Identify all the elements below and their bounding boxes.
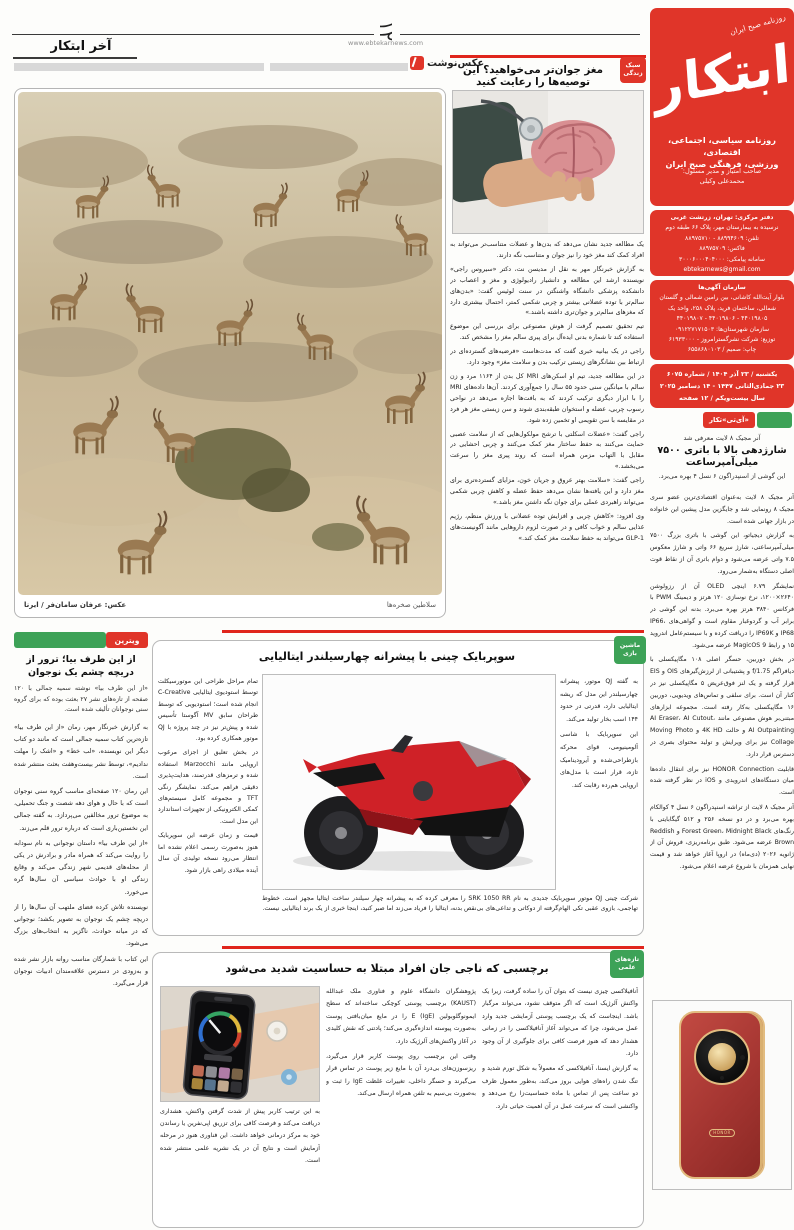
bike-paragraph: در بخش تعلیق از اجزای مرغوب اروپایی مانند Marzocchi استفاده شده و ترمزهای قدرتمند، هدایت‌پذیری دقیقی فراهم می‌کند. نمایشگر رنگی TFT و مجموعه کامل سیستم‌های کمکی الکترونیکی از تجهیزات استاندارد این مدل است.	[158, 749, 258, 825]
vitrine-lead: «از این طرف بیا» نوشته سمیه جمالی با ۱۲۰ صفحه از تازه‌های نشر ۲۷ بعثت بوده که برای گروه سنی نوجوانان تألیف شده است.	[14, 685, 148, 713]
photo-title: سلاطین صخره‌ها	[386, 601, 436, 609]
masthead-tagline-2: ورزشی، فرهنگی صبح ایران	[665, 159, 779, 169]
bike-topline	[222, 630, 644, 633]
vitrine-paragraph: «از این طرف بیا» داستان نوجوانی به نام سودابه را روایت می‌کند که همراه مادر و برادرش در یکی از محله‌های قدیمی شهر زندگی می‌کند و وقایع زندگی او با حوادث سیاسی آن سال‌ها گره می‌خورد.	[14, 839, 148, 896]
sticker-paragraph: به گزارش ایسنا، آنافیلاکسی که معمولاً به شکل تورم شدید و تنگ شدن راه‌های هوایی بروز می‌کند، به‌طور معمول ظرف دو ساعت پس از تماس با ماده حساسیت‌زا رخ می‌دهد و واکنشی است که سرعت عمل در آن اهمیت حیاتی دارد.	[482, 1065, 638, 1110]
it-paragraph: آنر مجیک ۸ لایت از تراشه اسنپدراگون ۶ نسل ۴ کوالکام بهره می‌برد و در دو نسخه ۲۵۶ و ۵۱۲ گیگابایتی با رنگ‌های Forest Green، Midnight Black و Reddish Brown عرضه می‌شود. طبق برنامه‌ریزی، فروش آن از ژانویه ۲۰۲۶ (دی‌ماه) در اروپا آغاز خواهد شد و قیمت نهایی همزمان با شروع عرضه اعلام می‌شود.	[650, 803, 794, 870]
vitrine-headline: از این طرف بیا؛ ترور از دریچه چشم یک نوجوان	[26, 654, 136, 678]
masthead-tagline-1: روزنامه سیاسی، اجتماعی، اقتصادی،	[668, 135, 776, 157]
brain-topline	[450, 55, 646, 58]
issue-line: ۲۳ جمادی‌الثانی ۱۴۴۷ - ۱۴ دسامبر ۲۰۲۵	[659, 382, 785, 390]
sticker-paragraph: آنافیلاکسی چیزی نیست که بتوان آن را ساده گرفت، زیرا یک واکنش آلرژیک است که اگر متوقف نشود، می‌تواند مرگبار باشد. اینجاست که یک برچسب پوستی آزمایشی جدید وارد عمل می‌شود، چرا که می‌تواند آغاز آنافیلاکسی را در زمانی هشدار دهد که هنوز فرصت کافی برای جلوگیری از آن وجود دارد.	[482, 988, 638, 1058]
sticker-paragraph: به این ترتیب کاربر پیش از شدت گرفتن واکنش، هشداری دریافت می‌کند و فرصت کافی برای تزریق اپی‌نفرین یا رساندن خود به مرکز درمانی خواهد داشت. این فناوری هنوز در مرحله آزمایش است و نتایج آن در یک نشریه علمی منتشر شده است.	[160, 1108, 320, 1164]
bike-lead-below-photo	[262, 894, 638, 932]
photo-note-bar-1	[14, 63, 264, 71]
it-paragraph: نمایشگر ۶.۷۹ اینچی OLED آن از رزولوشن ۲۶۴۰×۱۲۰۰، نرخ نوسازی ۱۲۰ هرتز و دیمینگ PWM با فرکانس ۳۸۴۰ هرتز بهره می‌برد. بدنه این گوشی در برابر آب و گردوغبار مقاوم است و گواهی‌های IP66، IP68 و IP69K را دریافت کرده و با سیستم‌عامل اندروید ۱۵ و رابط MagicOS 9 عرضه می‌شود.	[650, 582, 794, 649]
corner-section-title: آخر ابتکار	[50, 39, 112, 54]
ebtekar-logo: ابتکار	[651, 33, 793, 119]
office-line: تلفن: ۸۸۹۹۴۶۰۹ - ۸۸۹۷۵۷۱۰	[685, 234, 759, 242]
bike-photo	[262, 674, 556, 890]
brain-tag: سبک زندگی	[620, 57, 646, 83]
ads-line: چاپ: صمیم / ۶۵۵۸۶۸۰۱۰۳	[687, 346, 757, 354]
wild-sheep-photo	[18, 92, 442, 595]
issue-line: سال بیست‌ویکم / ۱۲ صفحه	[679, 394, 765, 402]
honor-logo: HONOR	[709, 1129, 735, 1137]
sticker-paragraph: وقتی این برچسب روی پوست کاربر قرار می‌گیرد، ریزسوزن‌های بی‌درد آن با مایع زیر پوست در تماس قرار می‌گیرند و حسگر داخلی، تغییرات غلظت IgE را ثبت و به‌صورت بی‌سیم به تلفن همراه ارسال می‌کند.	[326, 1053, 476, 1098]
sticker-topline	[222, 946, 644, 949]
brain-paragraph: در این مطالعه جدید، تیم او اسکن‌های MRI کل بدن از ۱۱۶۴ مرد و زن سالم با میانگین سنی حدود ۵۵ سال را جمع‌آوری کردند. آن‌ها داده‌های MRI را با ابزار دیگری ترکیب کردند که به بافت‌ها اجازه می‌دهد در نواحی رسوب چربی، عضله و استخوان طبقه‌بندی شوند و سن زیستی مغز هر فرد در مقایسه با سن تقویمی او تخمین زده شود.	[450, 372, 644, 424]
office-line: نرسیده به بیمارستان مهر، پلاک ۶۶ طبقه دوم	[665, 224, 779, 232]
masthead-owner-label: صاحب امتیاز و مدیر مسئول:	[682, 167, 762, 175]
brain-paragraph: به گزارش خبرنگار مهر به نقل از مدیسن نت، دکتر «سیروس راجی» نویسنده ارشد این مطالعه و دانشیار رادیولوژی و مغز و اعصاب در دانشکده پزشکی دانشگاه واشنگتن در سنت لوئیس گفت: «بدن‌های سالم‌تر با توده عضلانی بیشتر و چربی شکمی کمتر، احتمال بیشتری دارد که مغزهای سالم‌تر و جوان‌تری داشته باشند.»	[450, 265, 644, 317]
brain-paragraph: تیم تحقیق تصمیم گرفت از هوش مصنوعی برای بررسی این موضوع استفاده کند تا شماره بدنی ایده‌آل برای پیری سالم مغز را مشخص کند.	[450, 323, 644, 342]
corner-underline	[13, 57, 137, 59]
phone-render	[679, 1011, 765, 1179]
vitrine-paragraph: به گزارش خبرنگار مهر، رمان «از این طرف بیا» تازه‌ترین کتاب سمیه جمالی است که مانند دو کتاب دیگر این نویسنده، «لب خط» و «اشک را مهلت ندادیم»، توسط نشر بیست‌وهفت بعثت منتشر شده است.	[14, 724, 148, 780]
it-section-green-bar	[757, 412, 792, 428]
brain-paragraph: راجی گفت: «سلامت بهتر عروق و جریان خون، مزایای گسترده‌تری برای مغز دارد و این یافته‌ها نشان می‌دهد حفظ عضله و کاهش چربی شکمی می‌تواند راهبردی عملی برای جوان نگه داشتن مغز باشد.»	[450, 477, 644, 506]
vitrine-green-bar	[14, 632, 106, 648]
issue-date-block	[650, 364, 794, 408]
masthead-owner-name: محمدعلی وکیلی	[699, 177, 745, 185]
bike-headline: سوپربایک چینی با پیشرانه چهارسیلندر ایتالیایی	[258, 650, 516, 663]
it-paragraph: در بخش دوربین، حسگر اصلی ۱۰۸ مگاپیکسلی با دیافراگم f/1.75 و پشتیبانی از لرزش‌گیرهای OIS و EIS قرار گرفته و یک لنز فوق‌عریض ۵ مگاپیکسلی نیز در کنار آن است. برای سلفی و تماس‌های ویدیویی، دوربین ۱۶ مگاپیکسلی به‌کار رفته است. مجموعه ابزارهای مبتنی‌بر هوش مصنوعی مانند AI Eraser، AI Cutout، AI Outpainting و حالت 4K HD و Moving Photo Collage نیز برای ویرایش و تولید محتوای بصری در دسترس قرار دارد.	[650, 656, 794, 758]
vitrine-paragraph: این کتاب با شمارگان مناسب روانه بازار نشر شده و به‌زودی در دسترس علاقه‌مندان ادبیات نوجوان قرار می‌گیرد.	[14, 955, 148, 988]
honor-phone-photo	[652, 1000, 792, 1190]
ads-line: شمالی، ساختمان فرید، پلاک ۲۵۸، واحد یک	[668, 304, 776, 312]
ads-line: سازمان شهرستان‌ها: ۰۹۱۲۲۷۱۷۱۵۰۳	[674, 325, 770, 333]
vitrine-body	[14, 722, 148, 1228]
bike-left-column	[158, 676, 258, 930]
photo-note-label: عکس‌نوشت	[427, 57, 485, 69]
bike-paragraph: قیمت و زمان عرضه این سوپربایک هنوز به‌صورت رسمی اعلام نشده اما انتظار می‌رود نسخه تولیدی آن سال آینده میلادی راهی بازار شود.	[158, 832, 258, 874]
sticker-headline: برچسبی که ناجی جان افراد مبتلا به حساسیت شدید می‌شود	[225, 962, 549, 975]
it-body	[650, 492, 794, 996]
vitrine-paragraph: نویسنده تلاش کرده فضای ملتهب آن سال‌ها را از دریچه چشم یک نوجوان به تصویر بکشد؛ نوجوانی که در میانه حوادث، ناگزیر به انتخاب‌های بزرگ می‌شود.	[14, 903, 148, 948]
brain-headline: مغز جوان‌تر می‌خواهید؟ این توصیه‌ها را رعایت کنید	[463, 64, 603, 88]
sticker-tag: تازه‌های علمی	[610, 950, 644, 978]
it-paragraph: قابلیت HONOR Connection نیز برای انتقال داده‌ها میان دستگاه‌های اندرویدی و iOS در نظر گرفته شده است.	[650, 765, 794, 797]
it-paragraph: آنر مجیک ۸ لایت به‌عنوان اقتصادی‌ترین عضو سری مجیک ۸ رونمایی شد و جایگزین مدل پیشین این خانواده در بازار جهانی شده است.	[650, 494, 794, 525]
allergy-patch-photo	[160, 986, 320, 1102]
brain-body	[450, 240, 644, 622]
brain-paragraph: راجی در یک بیانیه خبری گفت که مدت‌هاست «فرضیه‌های گسترده‌ای در ارتباط بین نشانگرهای زیستی ترکیب بدن و سلامت مغز» وجود دارد.	[450, 348, 644, 367]
office-line: فاکس: ۸۸۹۷۵۷۰۹	[699, 245, 745, 253]
bike-paragraph: به گفته QJ موتور، پیشرانه چهارسیلندر این مدل که ریشه ایتالیایی دارد، قدرتی در حدود ۱۴۴ اسب بخار تولید می‌کند.	[560, 678, 638, 723]
issue-line: یکشنبه / ۲۳ آذر ۱۴۰۴ / شماره ۶۰۷۵	[666, 370, 778, 378]
ads-org-block	[650, 280, 794, 360]
sticker-paragraph: پژوهشگران دانشگاه علوم و فناوری ملک عبدالله (KAUST) برچسب پوستی کوچکی ساخته‌اند که سطح ایمونوگلوبولین E (IgE) را در مایع میان‌بافتی پوست به‌صورت پیوسته اندازه‌گیری می‌کند؛ پادتنی که نقش کلیدی در آغاز واکنش‌های آلرژیک دارد.	[326, 988, 476, 1045]
brain-paragraph: وی افزود: «کاهش چربی و افزایش توده عضلانی با ورزش منظم، رژیم غذایی سالم و خواب کافی و در صورت لزوم داروهایی مانند آگونیست‌های GLP-1 می‌تواند به حفظ سلامت مغز کمک کند.»	[450, 512, 644, 542]
page-number: ۱۲	[375, 20, 397, 42]
office-line: دفتر مرکزی: تهران، زرتشت غربی	[670, 214, 774, 221]
photo-caption-row	[18, 595, 442, 615]
bike-paragraph: این سوپربایک با شاسی آلومینیومی، قوای محرکه بازطراحی‌شده و آیرودینامیک تازه، قرار است با مدل‌های اروپایی هم‌رده رقابت کند.	[560, 731, 638, 789]
photo-credit: عکس: عرفان سامان‌فر / ایرنا	[24, 601, 127, 609]
ads-org-title: سازمان آگهی‌ها	[698, 284, 746, 291]
it-kicker: آنر مجیک ۸ لایت معرفی شد	[683, 434, 761, 442]
sticker-right-column	[482, 986, 638, 1224]
office-email: ebtekarnews@gmail.com	[683, 266, 761, 274]
ads-line: توزیع: شرکت نشرگسترامروز - ۶۱۹۳۳۰۰۰	[668, 336, 776, 344]
header-rule-right	[400, 34, 640, 35]
sticker-middle-column	[326, 986, 476, 1224]
it-section-label: «آی‌تی»تکار	[703, 412, 755, 428]
bike-paragraph: تمام مراحل طراحی این موتورسیکلت توسط استودیوی ایتالیایی C-Creative انجام شده است؛ استودیویی که توسط طراحان سابق MV آگوستا تأسیس شده و پیش‌تر نیز در چند پروژه با QJ موتور همکاری کرده بود.	[158, 678, 258, 743]
sticker-left-column	[160, 1106, 320, 1224]
office-line: سامانه پیامکی: ۳۰۰۰۶۰۰۰۴۰۴۰۰۰	[679, 255, 765, 263]
brain-paragraph: راجی گفت: «عضلات اسکلتی با ترشح مولکول‌هایی که از سلامت عصبی حمایت می‌کنند به حفظ ساختار مغز کمک می‌کنند و چربی احشایی در مقابل با التهاب مزمن همراه است که روند پیری مغز را سرعت می‌بخشد.»	[450, 430, 644, 471]
masthead-stamp: روزنامه صبح ایران	[728, 12, 787, 37]
header-rule-left	[12, 34, 374, 35]
bike-right-column	[560, 676, 638, 930]
office-info-block	[650, 210, 794, 276]
masthead-logo-block	[650, 8, 794, 206]
bike-tag: ماشین بازی	[614, 636, 646, 664]
it-paragraph: به گزارش دیجیاتو، این گوشی با باتری بزرگ ۷۵۰۰ میلی‌آمپرساعتی، شارژ سریع ۶۶ واتی و شارژ معکوس ۷.۵ واتی عرضه می‌شود و دوام باتری آن از نقاط قوت اصلی دستگاه به‌شمار می‌رود.	[650, 532, 794, 575]
brain-photo	[452, 90, 644, 234]
brain-paragraph: یک مطالعه جدید نشان می‌دهد که بدن‌ها و عضلات متناسب‌تر می‌تواند به افراد کمک کند مغز خود را نیز جوان و متناسب نگه دارند.	[450, 241, 644, 259]
it-headline: شارژدهی بالا با باتری ۷۵۰۰ میلی‌آمپرساعت	[657, 445, 787, 468]
bike-paragraph: شرکت چینی QJ موتور سوپربایک جدیدی به نام SRK 1050 RR را معرفی کرده که به پیشرانه چهار سیلندر ساخت ایتالیا مجهز است. خطوط تهاجمی، بازوی عقبی تکی الهام‌گرفته از دوکاتی و تداعی‌های بی‌نقص بدنه، ایتالیا را فریاد می‌زند اما صبر کنید، اینجا خبری از یک برند ایتالیایی نیست.	[262, 895, 638, 912]
vitrine-tag: ویترین	[106, 632, 148, 648]
photo-story-box	[14, 88, 446, 618]
it-lead: این گوشی از اسنپدراگون ۶ نسل ۴ بهره می‌برد.	[658, 472, 786, 480]
vitrine-paragraph: این رمان ۱۲۰ صفحه‌ای مناسب گروه سنی نوجوان است که با حال و هوای دهه شصت و جنگ تحمیلی، به موضوع ترور مخالفین می‌پردازد. به گفته جمالی این نخستین‌باری است که درباره ترور قلم می‌زند.	[14, 788, 148, 832]
phone-camera-module	[694, 1029, 750, 1085]
website-url: www.ebtekarnews.com	[348, 39, 424, 47]
photo-note-bar-2	[270, 63, 408, 71]
ads-line: ۴۴۰۱۹۸۰۵ - ۴۴۰۱۹۸۰۶ - ۴۴۰۱۹۸۰۷	[676, 315, 768, 323]
ebtekar-mini-logo-icon	[410, 56, 424, 70]
ads-line: بلوار آیت‌الله کاشانی، بین رامین شمالی و گلستان	[659, 294, 785, 302]
